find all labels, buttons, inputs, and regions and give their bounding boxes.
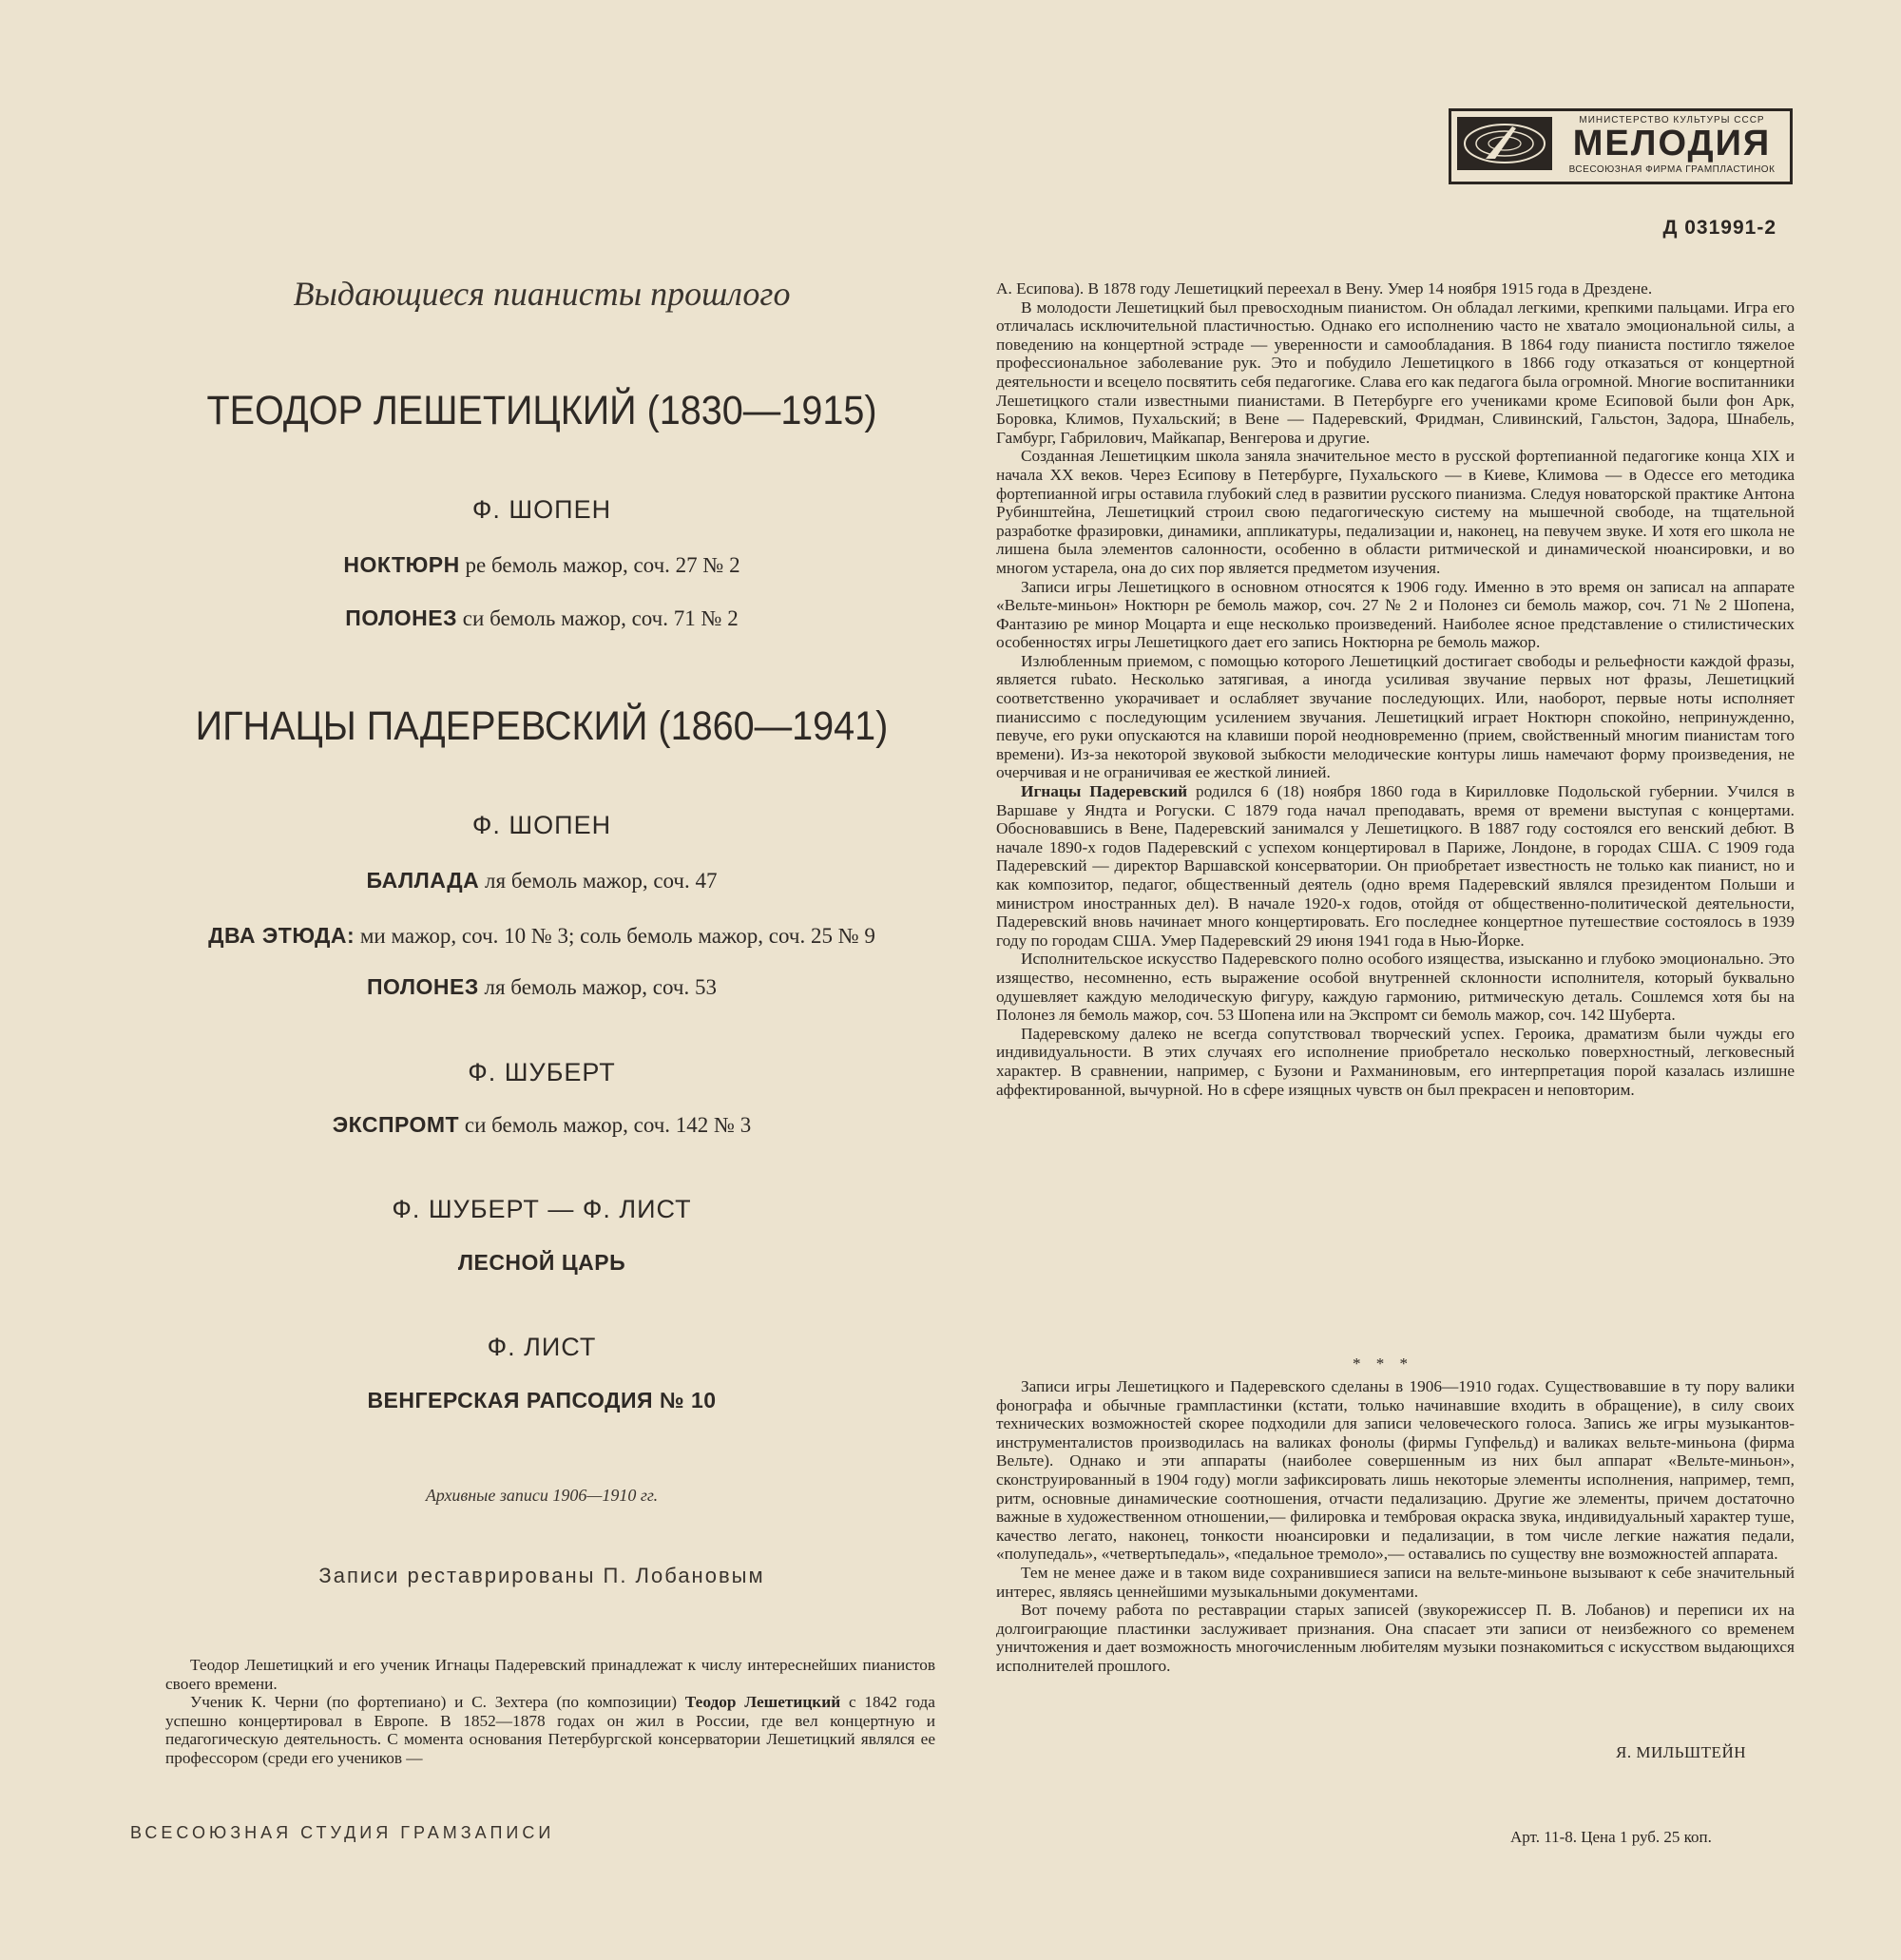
melodiya-emblem-icon (1457, 117, 1552, 170)
right-text-block (996, 279, 1795, 1099)
paragraph: Созданная Лешетицким школа заняла значительное место в русской фортепианной педагогике конца XIX и начала XX веков. Через Есипову в Петербурге, Пухальского — в Киеве, Климова — в Одессе его методика фортепианной игры оставила глубокий след в развитии русского пианизма. Следуя новаторской практике Антона Рубинштейна, Лешетицкий строил свою педагогическую систему на мышечной свободе, на тщательной разработке фразировки, динамики, аппликатуры, педализации и, наконец, на певучем звуке. И хотя его школа не лишена была элементов салонности, особенно в области ритмической и динамической нюансировки, и во многом устарела, она до сих пор является предметом изучения. (996, 447, 1795, 577)
work-item: ЛЕСНОЙ ЦАРЬ (457, 1250, 626, 1275)
melodiya-logo (1449, 108, 1793, 184)
catalog-number: Д 031991-2 (1662, 217, 1776, 239)
section-separator: * * * (1353, 1355, 1413, 1373)
paragraph: Записи игры Лешетицкого и Падеревского сделаны в 1906—1910 годах. Существовавшие в ту пору валики фонографа и обычные грампластинки (кстати, только начинавшие входить в обращение), в силу своих технических возможностей скорее подходили для записи человеческого голоса. Запись же игры музыкантов-инструменталистов производилась на валиках фонолы (фирмы Гупфельд) и валиках вельте-миньона (фирма Вельте). Однако и эти аппараты (наиболее совершенным из них был аппарат «Вельте-миньон», сконструированный в 1904 году) могли зафиксировать лишь некоторые элементы исполнения, например, темп, ритм, основные динамические соотношения, отчасти педализацию. Другие же элементы, причем достаточно важные в художественном отношении,— филировка и тембровая окраска звука, индивидуальный характер туше, качество легато, наконец, тонкости нюансировки и педализации, в том числе легкие нажатия педали, «полупедаль», «четвертьпедаль», «педальное тремоло»,— оставались по существу вне возможностей аппарата. (996, 1377, 1795, 1564)
archive-note: Архивные записи 1906—1910 гг. (425, 1486, 659, 1505)
performer-paderewski: ИГНАЦЫ ПАДЕРЕВСКИЙ (1860—1941) (195, 703, 889, 749)
paragraph: Вот почему работа по реставрации старых записей (звукорежиссер П. В. Лобанов) и переписи их на долгоиграющие пластинки заслуживает признания. Она спасает эти записи от неизбежного со временем уничтожения и дает возможность многочисленным любителям музыки познакомиться с искусством выдающихся исполнителей прошлого. (996, 1601, 1795, 1675)
work-item: НОКТЮРН ре бемоль мажор, соч. 27 № 2 (343, 552, 740, 577)
ministry-label: МИНИСТЕРСТВО КУЛЬТУРЫ СССР (1579, 115, 1765, 125)
price-label: Арт. 11-8. Цена 1 руб. 25 коп. (1510, 1828, 1712, 1846)
restored-note: Записи реставрированы П. Лобановым (318, 1564, 765, 1587)
paragraph: В молодости Лешетицкий был превосходным пианистом. Он обладал легкими, крепкими пальцами. Игра его отличалась исключительной пластичностью. Однако его исполнению часто не хватало эмоциональной силы, а поведению на концертной эстраде — уверенности и самообладания. В 1864 году пианиста постигло тяжелое профессиональное заболевание рук. Это и побудило Лешетицкого в 1866 году отказаться от концертной деятельности и всецело посвятить себя педагогике. Слава его как педагога была огромной. Многие воспитанники Лешетицкого стали известными пианистами. В Петербурге его учениками кроме Есиповой были фон Арк, Боровка, Климов, Пухальский; в Вене — Падеревский, Фридман, Сливинский, Гальстон, Задора, Шнабель, Гамбург, Габрилович, Майкапар, Венгерова и другие. (996, 298, 1795, 447)
composer-heading: Ф. ШОПЕН (471, 811, 612, 839)
paragraph: Излюбленным приемом, с помощью которого Лешетицкий достигает свободы и рельефности каждой фразы, является rubato. Несколько затягивая, а иногда усиливая звучание первых нот фразы, Лешетицкий соответственно укорачивает и ослабляет звучание последующих. Или, наоборот, первые ноты исполняет пианиссимо с последующим усилением звучания. Лешетицкий играет Ноктюрн спокойно, непринужденно, певуче, его руки опускаются на клавиши порой неодновременно (прием, свойственный многим пианистам того времени). Из-за некоторой звуковой зыбкости мелодические контуры лишь намечают форму произведения, не очерчивая и не ограничивая ее жесткой линией. (996, 651, 1795, 782)
composer-heading: Ф. ЛИСТ (487, 1333, 597, 1361)
work-item: ВЕНГЕРСКАЯ РАПСОДИЯ № 10 (367, 1388, 717, 1412)
paragraph: Игнацы Падеревский родился 6 (18) ноября 1860 года в Кирилловке Подольской губернии. Учился в Варшаве у Яндта и Рогуски. С 1879 года начал преподавать, время от времени выступая с концертами. Обосновавшись в Вене, Падеревский занимался у Лешетицкого. В 1887 году состоялся его венский дебют. В начале 1890-х годов Падеревский с успехом концертировал в Париже, Лондоне, в городах США. С 1909 года Падеревский — директор Варшавской консерватории. Он приобретает известность не только как пианист, но и как композитор, педагог, общественный деятель (одно время Падеревский являлся президентом Польши и министром иностранных дел). В начале 1920-х годов, отойдя от общественно-политической деятельности, Падеревский вновь начинает много концертировать. Его последнее концертное путешествие состоялось в 1939 году по городам США. Умер Падеревский 29 июня 1941 года в Нью-Йорке. (996, 782, 1795, 950)
composer-heading: Ф. ШУБЕРТ — Ф. ЛИСТ (392, 1195, 692, 1223)
author-signature: Я. МИЛЬШТЕЙН (1616, 1743, 1746, 1761)
paragraph: Исполнительское искусство Падеревского полно особого изящества, изысканно и глубоко эмоционально. Это изящество, несомненно, есть выражение особой внутренней склонности исполнителя, который буквально одушевляет каждую мелодическую фигуру, каждую гармонию, ритмическую деталь. Сошлемся хотя бы на Полонез ля бемоль мажор, соч. 53 Шопена или на Экспромт си бемоль мажор, соч. 142 Шуберта. (996, 950, 1795, 1025)
firm-label: ВСЕСОЮЗНАЯ ФИРМА ГРАМПЛАСТИНОК (1568, 164, 1776, 175)
paragraph: А. Есипова). В 1878 году Лешетицкий переехал в Вену. Умер 14 ноября 1915 года в Дрездене. (996, 279, 1653, 298)
paragraph: Записи игры Лешетицкого в основном относятся к 1906 году. Именно в это время он записал на аппарате «Вельте-миньон» Ноктюрн ре бемоль мажор, соч. 27 № 2 и Полонез си бемоль мажор, соч. 71 № 2 Шопена, Фантазию ре минор Моцарта и еще несколько произведений. Наиболее ясное представление о стилистических особенностях игры Лешетицкого дает его запись Ноктюрна ре бемоль мажор. (996, 577, 1795, 652)
right-text-block-2 (996, 1377, 1795, 1676)
paragraph: Теодор Лешетицкий и его ученик Игнацы Падеревский принадлежат к числу интереснейших пианистов своего времени. (165, 1656, 935, 1693)
left-text-block (165, 1656, 935, 1768)
work-item: ПОЛОНЕЗ си бемоль мажор, соч. 71 № 2 (345, 605, 739, 630)
composer-heading: Ф. ШУБЕРТ (468, 1058, 616, 1086)
work-item: БАЛЛАДА ля бемоль мажор, соч. 47 (366, 868, 718, 893)
brand-name: МЕЛОДИЯ (1572, 124, 1772, 163)
performer-leschetizky: ТЕОДОР ЛЕШЕТИЦКИЙ (1830—1915) (206, 388, 877, 433)
paragraph: Падеревскому далеко не всегда сопутствовал творческий успех. Героика, драматизм были чужды его индивидуальности. В этих случаях его исполнение приобретало несколько поверхностный, легковесный характер. В сравнении, например, с Бузони и Рахманиновым, его интерпретация порой казалась излишне аффектированной, вычурной. Но в сфере изящных чувств он был прекрасен и неповторим. (996, 1024, 1795, 1099)
paragraph: Тем не менее даже и в таком виде сохранившиеся записи на вельте-миньоне вызывают к себе значительный интерес, являясь ценнейшими музыкальными документами. (996, 1563, 1795, 1601)
work-item: ЭКСПРОМТ си бемоль мажор, соч. 142 № 3 (332, 1112, 752, 1137)
work-item: ПОЛОНЕЗ ля бемоль мажор, соч. 53 (367, 974, 717, 999)
composer-heading: Ф. ШОПЕН (471, 495, 612, 524)
studio-name: ВСЕСОЮЗНАЯ СТУДИЯ ГРАМЗАПИСИ (130, 1823, 555, 1842)
work-item: ДВА ЭТЮДА: ми мажор, соч. 10 № 3; соль бемоль мажор, соч. 25 № 9 (208, 923, 875, 948)
series-title: Выдающиеся пианисты прошлого (293, 275, 791, 313)
paragraph: Ученик К. Черни (по фортепиано) и С. Зехтера (по композиции) Теодор Лешетицкий с 1842 года успешно концертировал в Европе. В 1852—1878 годах он жил в России, где вел концертную и педагогическую деятельность. С момента основания Петербургской консерватории Лешетицкий являлся ее профессором (среди его учеников — (165, 1693, 935, 1767)
